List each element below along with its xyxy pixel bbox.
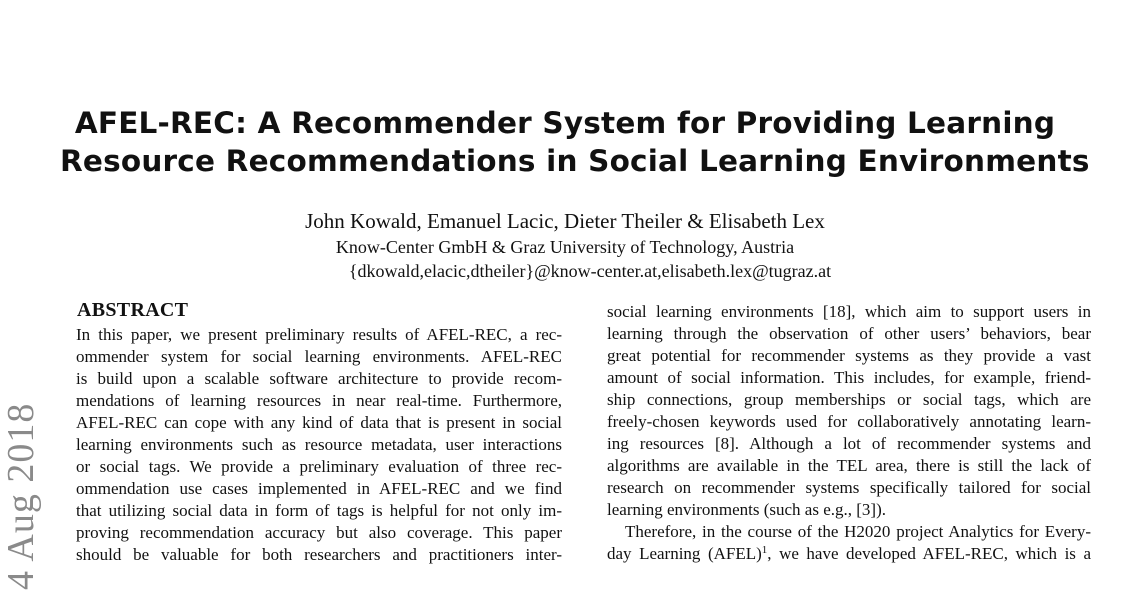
text-line: AFEL-REC can cope with any kind of data that is present in social xyxy=(76,413,562,432)
author-list: John Kowald, Emanuel Lacic, Dieter Theiler & Elisabeth Lex xyxy=(305,209,825,233)
footnote-marker[interactable]: 1 xyxy=(761,544,768,556)
title-line: Resource Recommendations in Social Learning Environments xyxy=(60,144,1090,178)
text-fragment: day Learning (AFEL) xyxy=(607,544,762,563)
text-line: or social tags. We provide a preliminary evaluation of three rec- xyxy=(76,457,562,476)
text-line: great potential for recommender systems as they provide a vast xyxy=(607,346,1091,365)
text-line: learning environments such as resource metadata, user interactions xyxy=(76,435,562,454)
text-line: In this paper, we present preliminary results of AFEL-REC, a rec- xyxy=(76,325,562,344)
text-line-with-footnote xyxy=(607,543,1091,565)
introduction-body xyxy=(607,301,1091,565)
text-line: research on recommender systems specifically tailored for social xyxy=(607,478,1091,497)
text-line: Therefore, in the course of the H2020 project Analytics for Every- xyxy=(625,522,1091,541)
text-line: learning through the observation of other users’ behaviors, bear xyxy=(607,324,1091,343)
text-line: proving recommendation accuracy but also coverage. This paper xyxy=(76,523,562,542)
text-line: ommendation use cases implemented in AFEL-REC and we find xyxy=(76,479,562,498)
text-line: social learning environments [18], which aim to support users in xyxy=(607,302,1091,321)
affiliation: Know-Center GmbH & Graz University of Technology, Austria xyxy=(335,237,795,257)
abstract-heading: ABSTRACT xyxy=(77,299,189,321)
text-fragment: , we have developed AFEL-REC, which is a xyxy=(767,544,1091,563)
text-line: that utilizing social data in form of tags is helpful for not only im- xyxy=(76,501,562,520)
text-line: ommender system for social learning environments. AFEL-REC xyxy=(76,347,562,366)
text-line: amount of social information. This includes, for example, friend- xyxy=(607,368,1091,387)
arxiv-side-stamp: 4 Aug 2018 xyxy=(0,402,42,590)
title-line: AFEL-REC: A Recommender System for Providing Learning xyxy=(74,106,1056,140)
text-line: should be valuable for both researchers and practitioners inter- xyxy=(76,545,562,564)
author-emails: {dkowald,elacic,dtheiler}@know-center.at,elisabeth.lex@tugraz.at xyxy=(348,261,832,281)
text-line: learning environments (such as e.g., [3]). xyxy=(607,500,886,519)
abstract-body xyxy=(76,324,562,566)
text-line: ing resources [8]. Although a lot of recommender systems and xyxy=(607,434,1091,453)
text-line: ship connections, group memberships or social tags, which are xyxy=(607,390,1091,409)
paper-title xyxy=(60,104,1090,180)
text-line: mendations of learning resources in near real-time. Furthermore, xyxy=(76,391,562,410)
text-line: algorithms are available in the TEL area, there is still the lack of xyxy=(607,456,1091,475)
text-line: freely-chosen keywords used for collaboratively annotating learn- xyxy=(607,412,1091,431)
text-line: is build upon a scalable software architecture to provide recom- xyxy=(76,369,562,388)
